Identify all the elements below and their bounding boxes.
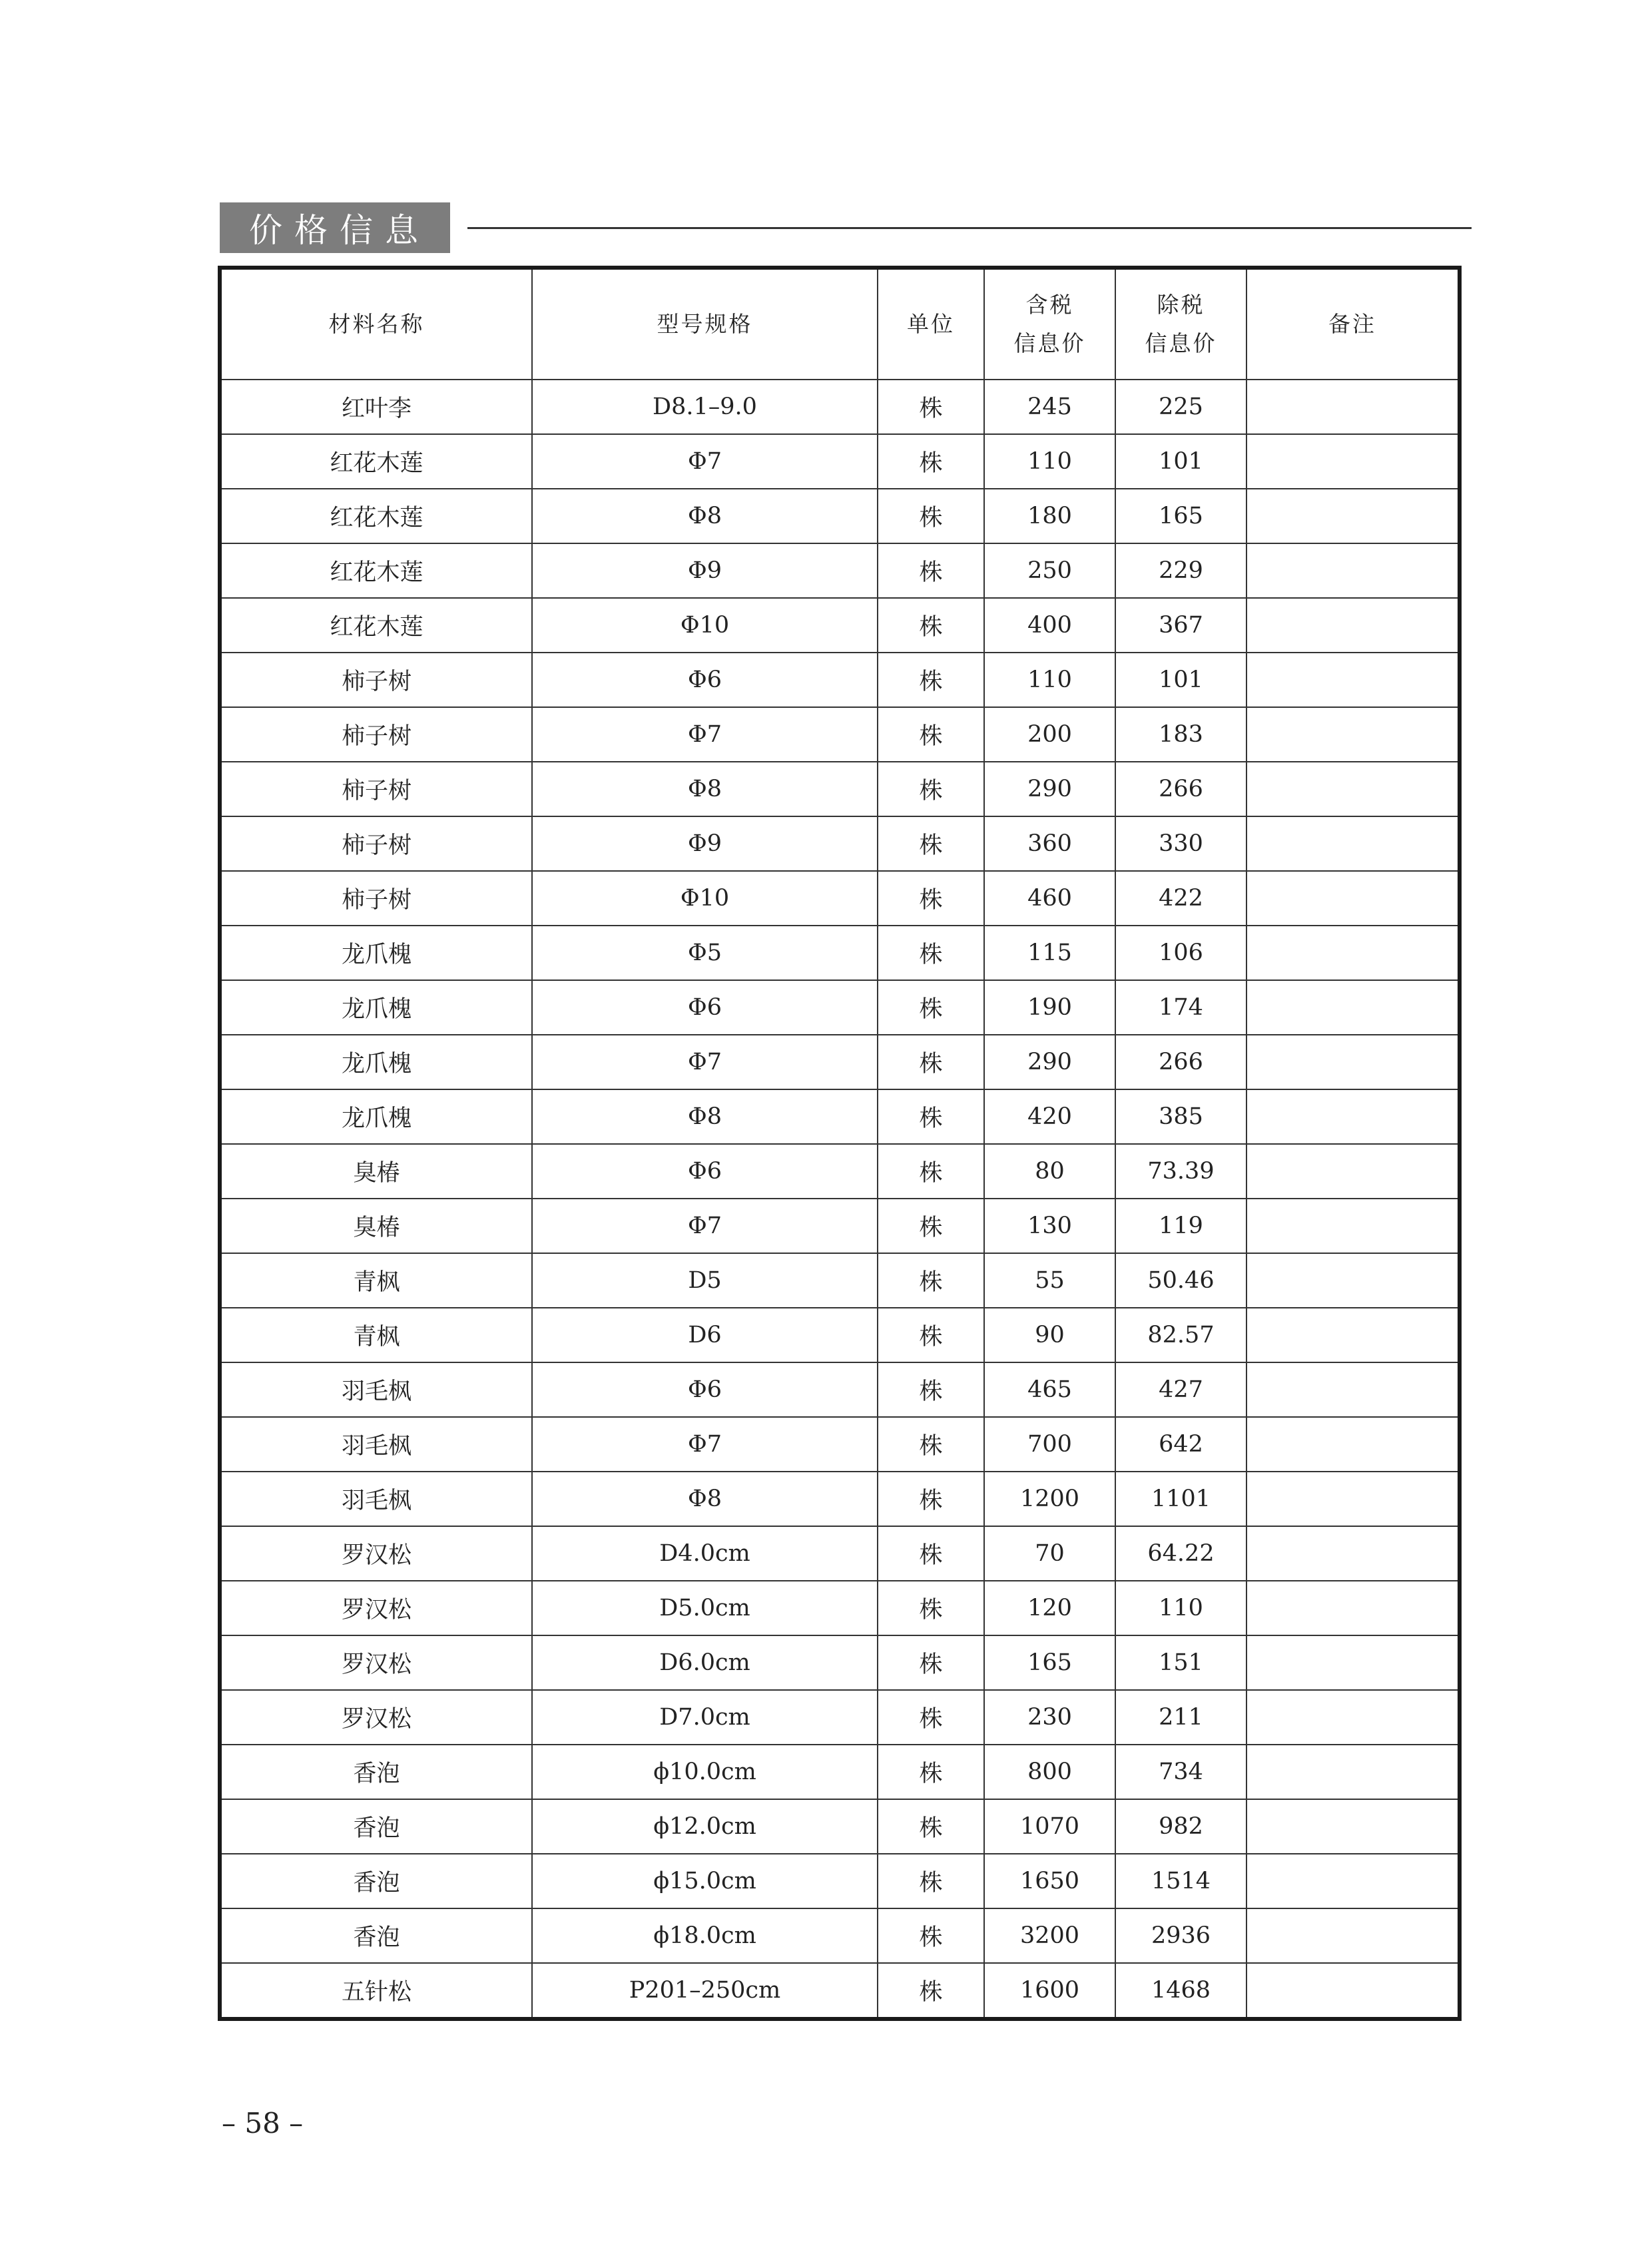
- cell-tax-price: 465: [984, 1362, 1115, 1417]
- cell-remark: [1246, 1253, 1460, 1308]
- table-row: [220, 380, 1460, 434]
- cell-name: 柿子树: [220, 653, 532, 707]
- header-unit: 单位: [878, 268, 984, 380]
- cell-notax-price: 734: [1115, 1745, 1246, 1799]
- table-row: [220, 1253, 1460, 1308]
- header-spec: 型号规格: [532, 268, 878, 380]
- cell-name: 罗汉松: [220, 1581, 532, 1635]
- cell-unit: 株: [878, 762, 984, 816]
- cell-notax-price: 642: [1115, 1417, 1246, 1472]
- cell-notax-price: 110: [1115, 1581, 1246, 1635]
- cell-unit: 株: [878, 543, 984, 598]
- section-title: 价格信息: [220, 202, 450, 253]
- cell-tax-price: 115: [984, 926, 1115, 980]
- cell-tax-price: 130: [984, 1199, 1115, 1253]
- header-name: 材料名称: [220, 268, 532, 380]
- price-table: [218, 266, 1462, 2021]
- cell-unit: 株: [878, 1253, 984, 1308]
- cell-notax-price: 422: [1115, 871, 1246, 926]
- cell-notax-price: 64.22: [1115, 1526, 1246, 1581]
- cell-unit: 株: [878, 1799, 984, 1854]
- cell-remark: [1246, 1035, 1460, 1089]
- cell-remark: [1246, 816, 1460, 871]
- cell-name: 羽毛枫: [220, 1472, 532, 1526]
- cell-notax-price: 106: [1115, 926, 1246, 980]
- cell-unit: 株: [878, 489, 984, 543]
- cell-name: 香泡: [220, 1854, 532, 1908]
- cell-notax-price: 427: [1115, 1362, 1246, 1417]
- cell-remark: [1246, 1799, 1460, 1854]
- cell-spec: D6.0cm: [532, 1635, 878, 1690]
- cell-tax-price: 90: [984, 1308, 1115, 1362]
- table-header-row: [220, 268, 1460, 380]
- header-notax-price: [1115, 268, 1246, 380]
- cell-spec: Φ7: [532, 434, 878, 489]
- cell-unit: 株: [878, 1144, 984, 1199]
- cell-tax-price: 110: [984, 653, 1115, 707]
- cell-tax-price: 420: [984, 1089, 1115, 1144]
- cell-unit: 株: [878, 816, 984, 871]
- cell-spec: ϕ18.0cm: [532, 1908, 878, 1963]
- cell-remark: [1246, 707, 1460, 762]
- cell-tax-price: 1070: [984, 1799, 1115, 1854]
- cell-tax-price: 290: [984, 1035, 1115, 1089]
- cell-name: 罗汉松: [220, 1526, 532, 1581]
- cell-unit: 株: [878, 1362, 984, 1417]
- cell-notax-price: 2936: [1115, 1908, 1246, 1963]
- cell-spec: Φ5: [532, 926, 878, 980]
- cell-tax-price: 250: [984, 543, 1115, 598]
- cell-remark: [1246, 1089, 1460, 1144]
- cell-remark: [1246, 1854, 1460, 1908]
- cell-spec: Φ8: [532, 489, 878, 543]
- cell-unit: 株: [878, 1854, 984, 1908]
- table-row: [220, 1526, 1460, 1581]
- cell-tax-price: 120: [984, 1581, 1115, 1635]
- section-header: [220, 202, 1472, 253]
- cell-notax-price: 330: [1115, 816, 1246, 871]
- cell-remark: [1246, 1690, 1460, 1745]
- cell-name: 柿子树: [220, 762, 532, 816]
- table-row: [220, 762, 1460, 816]
- cell-notax-price: 211: [1115, 1690, 1246, 1745]
- cell-remark: [1246, 1199, 1460, 1253]
- header-tax-price-line2: 信息价: [1013, 330, 1086, 356]
- cell-tax-price: 230: [984, 1690, 1115, 1745]
- cell-name: 龙爪槐: [220, 1089, 532, 1144]
- cell-unit: 株: [878, 980, 984, 1035]
- table-row: [220, 598, 1460, 653]
- cell-notax-price: 385: [1115, 1089, 1246, 1144]
- cell-spec: Φ7: [532, 1199, 878, 1253]
- cell-name: 香泡: [220, 1799, 532, 1854]
- table-row: [220, 926, 1460, 980]
- cell-spec: Φ9: [532, 816, 878, 871]
- cell-remark: [1246, 871, 1460, 926]
- cell-name: 五针松: [220, 1963, 532, 2019]
- cell-spec: D8.1–9.0: [532, 380, 878, 434]
- cell-spec: Φ8: [532, 1089, 878, 1144]
- table-row: [220, 1417, 1460, 1472]
- cell-notax-price: 82.57: [1115, 1308, 1246, 1362]
- cell-unit: 株: [878, 871, 984, 926]
- cell-spec: Φ10: [532, 871, 878, 926]
- table-row: [220, 653, 1460, 707]
- table-row: [220, 1035, 1460, 1089]
- cell-remark: [1246, 653, 1460, 707]
- cell-unit: 株: [878, 1635, 984, 1690]
- cell-remark: [1246, 1362, 1460, 1417]
- table-row: [220, 434, 1460, 489]
- cell-notax-price: 266: [1115, 762, 1246, 816]
- cell-tax-price: 165: [984, 1635, 1115, 1690]
- cell-spec: Φ6: [532, 1362, 878, 1417]
- header-tax-price: [984, 268, 1115, 380]
- cell-unit: 株: [878, 1690, 984, 1745]
- cell-remark: [1246, 1417, 1460, 1472]
- cell-remark: [1246, 762, 1460, 816]
- cell-remark: [1246, 1963, 1460, 2019]
- cell-name: 龙爪槐: [220, 980, 532, 1035]
- table-row: [220, 1963, 1460, 2019]
- table-row: [220, 1745, 1460, 1799]
- cell-unit: 株: [878, 1417, 984, 1472]
- cell-name: 柿子树: [220, 871, 532, 926]
- cell-notax-price: 183: [1115, 707, 1246, 762]
- cell-tax-price: 200: [984, 707, 1115, 762]
- table-row: [220, 871, 1460, 926]
- cell-remark: [1246, 1745, 1460, 1799]
- table-row: [220, 816, 1460, 871]
- cell-spec: Φ9: [532, 543, 878, 598]
- cell-unit: 株: [878, 1199, 984, 1253]
- cell-notax-price: 73.39: [1115, 1144, 1246, 1199]
- table-row: [220, 1362, 1460, 1417]
- cell-notax-price: 119: [1115, 1199, 1246, 1253]
- header-tax-price-line1: 含税: [1025, 292, 1074, 318]
- cell-spec: D4.0cm: [532, 1526, 878, 1581]
- cell-name: 臭椿: [220, 1199, 532, 1253]
- cell-unit: 株: [878, 707, 984, 762]
- cell-remark: [1246, 380, 1460, 434]
- header-notax-price-line2: 信息价: [1145, 330, 1217, 356]
- cell-notax-price: 982: [1115, 1799, 1246, 1854]
- cell-remark: [1246, 434, 1460, 489]
- cell-spec: Φ6: [532, 980, 878, 1035]
- cell-unit: 株: [878, 926, 984, 980]
- cell-name: 柿子树: [220, 816, 532, 871]
- cell-remark: [1246, 980, 1460, 1035]
- cell-name: 青枫: [220, 1308, 532, 1362]
- table-row: [220, 1089, 1460, 1144]
- cell-unit: 株: [878, 380, 984, 434]
- cell-remark: [1246, 1908, 1460, 1963]
- cell-remark: [1246, 1526, 1460, 1581]
- cell-tax-price: 700: [984, 1417, 1115, 1472]
- cell-name: 红花木莲: [220, 598, 532, 653]
- cell-unit: 株: [878, 1526, 984, 1581]
- cell-notax-price: 229: [1115, 543, 1246, 598]
- cell-notax-price: 101: [1115, 653, 1246, 707]
- cell-tax-price: 110: [984, 434, 1115, 489]
- cell-notax-price: 367: [1115, 598, 1246, 653]
- cell-remark: [1246, 598, 1460, 653]
- cell-spec: Φ7: [532, 707, 878, 762]
- table-row: [220, 1908, 1460, 1963]
- cell-spec: D6: [532, 1308, 878, 1362]
- cell-notax-price: 1514: [1115, 1854, 1246, 1908]
- header-remark: 备注: [1246, 268, 1460, 380]
- cell-tax-price: 1650: [984, 1854, 1115, 1908]
- cell-unit: 株: [878, 653, 984, 707]
- cell-notax-price: 266: [1115, 1035, 1246, 1089]
- cell-remark: [1246, 1635, 1460, 1690]
- cell-spec: ϕ12.0cm: [532, 1799, 878, 1854]
- cell-name: 羽毛枫: [220, 1362, 532, 1417]
- cell-name: 香泡: [220, 1908, 532, 1963]
- cell-tax-price: 3200: [984, 1908, 1115, 1963]
- cell-remark: [1246, 489, 1460, 543]
- cell-remark: [1246, 1472, 1460, 1526]
- cell-tax-price: 1600: [984, 1963, 1115, 2019]
- cell-spec: ϕ15.0cm: [532, 1854, 878, 1908]
- cell-notax-price: 1101: [1115, 1472, 1246, 1526]
- cell-unit: 株: [878, 1308, 984, 1362]
- cell-spec: P201–250cm: [532, 1963, 878, 2019]
- cell-notax-price: 50.46: [1115, 1253, 1246, 1308]
- cell-spec: ϕ10.0cm: [532, 1745, 878, 1799]
- cell-unit: 株: [878, 1089, 984, 1144]
- cell-tax-price: 245: [984, 380, 1115, 434]
- cell-tax-price: 180: [984, 489, 1115, 543]
- table-body: [220, 380, 1460, 2019]
- cell-remark: [1246, 1581, 1460, 1635]
- cell-unit: 株: [878, 598, 984, 653]
- table-row: [220, 1635, 1460, 1690]
- cell-tax-price: 1200: [984, 1472, 1115, 1526]
- cell-unit: 株: [878, 1472, 984, 1526]
- cell-tax-price: 290: [984, 762, 1115, 816]
- cell-spec: D7.0cm: [532, 1690, 878, 1745]
- cell-name: 羽毛枫: [220, 1417, 532, 1472]
- cell-tax-price: 400: [984, 598, 1115, 653]
- cell-notax-price: 225: [1115, 380, 1246, 434]
- cell-name: 柿子树: [220, 707, 532, 762]
- cell-tax-price: 460: [984, 871, 1115, 926]
- cell-notax-price: 165: [1115, 489, 1246, 543]
- table-row: [220, 707, 1460, 762]
- cell-remark: [1246, 926, 1460, 980]
- cell-tax-price: 55: [984, 1253, 1115, 1308]
- cell-spec: D5: [532, 1253, 878, 1308]
- cell-spec: Φ6: [532, 1144, 878, 1199]
- cell-unit: 株: [878, 1581, 984, 1635]
- cell-spec: Φ7: [532, 1417, 878, 1472]
- cell-unit: 株: [878, 434, 984, 489]
- cell-remark: [1246, 1308, 1460, 1362]
- page-number: – 58 –: [222, 2107, 304, 2139]
- table-row: [220, 1799, 1460, 1854]
- table-row: [220, 489, 1460, 543]
- cell-remark: [1246, 1144, 1460, 1199]
- cell-spec: Φ6: [532, 653, 878, 707]
- cell-name: 红花木莲: [220, 543, 532, 598]
- table-row: [220, 1581, 1460, 1635]
- cell-spec: Φ8: [532, 762, 878, 816]
- cell-name: 红花木莲: [220, 434, 532, 489]
- cell-name: 红叶李: [220, 380, 532, 434]
- table-row: [220, 543, 1460, 598]
- cell-name: 臭椿: [220, 1144, 532, 1199]
- table-row: [220, 1144, 1460, 1199]
- table-row: [220, 980, 1460, 1035]
- cell-tax-price: 70: [984, 1526, 1115, 1581]
- table-row: [220, 1690, 1460, 1745]
- cell-remark: [1246, 543, 1460, 598]
- cell-unit: 株: [878, 1745, 984, 1799]
- cell-tax-price: 190: [984, 980, 1115, 1035]
- cell-name: 龙爪槐: [220, 926, 532, 980]
- section-divider: [467, 227, 1472, 229]
- table-row: [220, 1199, 1460, 1253]
- cell-spec: Φ8: [532, 1472, 878, 1526]
- cell-tax-price: 80: [984, 1144, 1115, 1199]
- cell-name: 龙爪槐: [220, 1035, 532, 1089]
- cell-tax-price: 800: [984, 1745, 1115, 1799]
- cell-notax-price: 1468: [1115, 1963, 1246, 2019]
- header-notax-price-line1: 除税: [1157, 292, 1205, 318]
- table-row: [220, 1472, 1460, 1526]
- cell-name: 红花木莲: [220, 489, 532, 543]
- cell-name: 罗汉松: [220, 1690, 532, 1745]
- cell-unit: 株: [878, 1035, 984, 1089]
- cell-unit: 株: [878, 1963, 984, 2019]
- cell-name: 香泡: [220, 1745, 532, 1799]
- cell-unit: 株: [878, 1908, 984, 1963]
- cell-name: 青枫: [220, 1253, 532, 1308]
- cell-spec: Φ10: [532, 598, 878, 653]
- table-row: [220, 1308, 1460, 1362]
- cell-spec: D5.0cm: [532, 1581, 878, 1635]
- cell-tax-price: 360: [984, 816, 1115, 871]
- cell-spec: Φ7: [532, 1035, 878, 1089]
- table-row: [220, 1854, 1460, 1908]
- cell-notax-price: 101: [1115, 434, 1246, 489]
- cell-name: 罗汉松: [220, 1635, 532, 1690]
- cell-notax-price: 151: [1115, 1635, 1246, 1690]
- cell-notax-price: 174: [1115, 980, 1246, 1035]
